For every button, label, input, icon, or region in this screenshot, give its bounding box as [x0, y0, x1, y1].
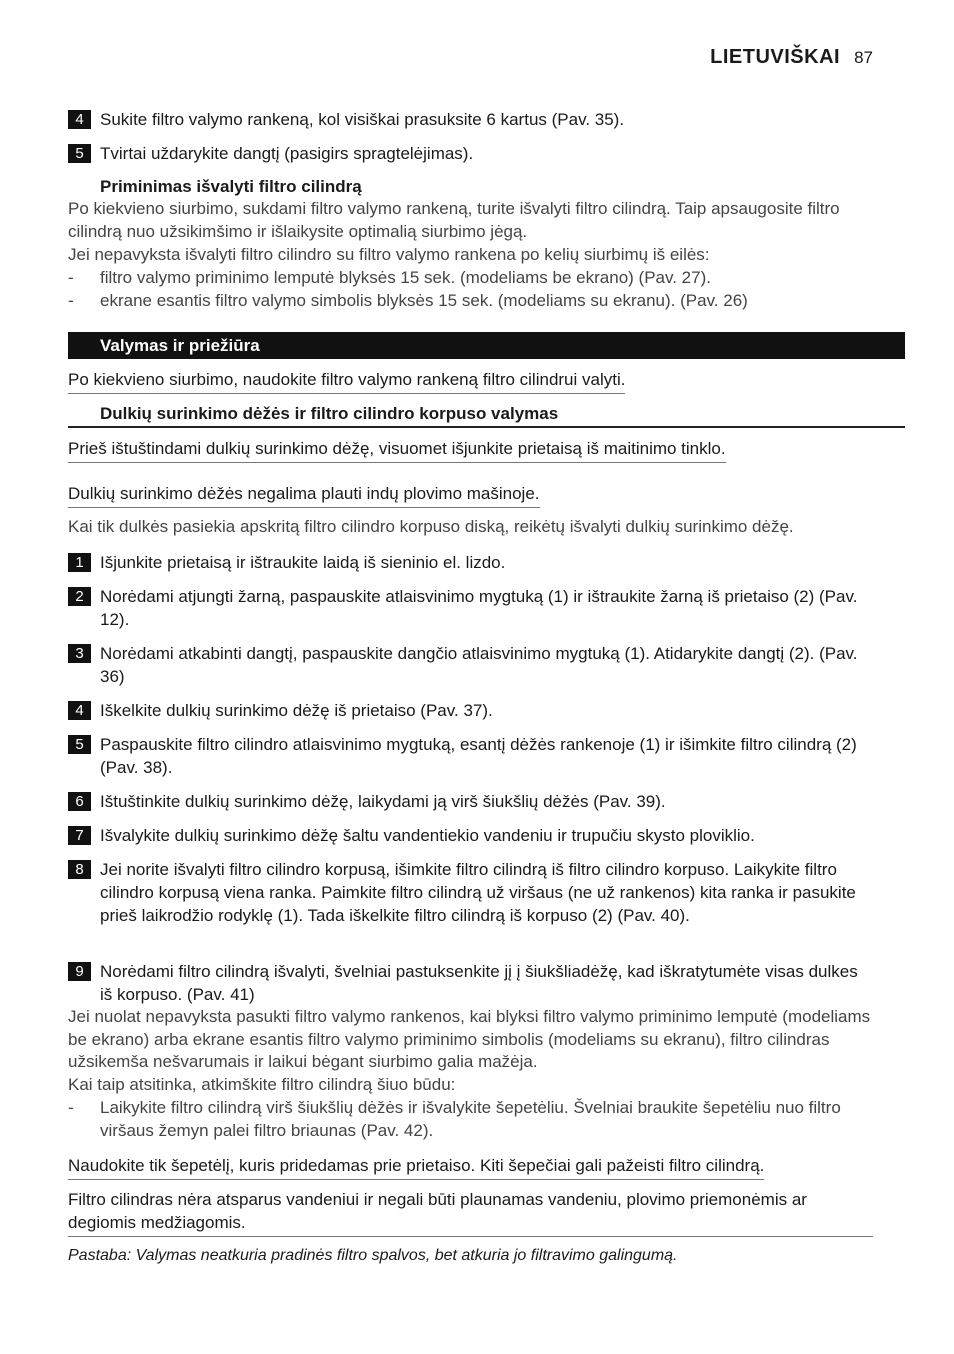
step-text: Ištuštinkite dulkių surinkimo dėžę, laikydami ją virš šiukšlių dėžės (Pav. 39). [100, 792, 666, 811]
note-text: Pastaba: Valymas neatkuria pradinės filtro spalvos, bet atkuria jo filtravimo galingumą. [68, 1247, 678, 1264]
step-number: 5 [68, 735, 91, 754]
lead-text: Po kiekvieno siurbimo, naudokite filtro valymo rankeną filtro cilindrui valyti. [68, 368, 625, 394]
page-number: 87 [854, 48, 873, 67]
step-item [68, 551, 873, 574]
step-item [68, 642, 873, 688]
reminder-paragraph: Po kiekvieno siurbimo, sukdami filtro valymo rankeną, turite išvalyti filtro cilindrą. Taip apsaugosite filtro cilindrą nuo užsikimšimo ir išlaikysite optimalią siurbimo jėgą. [68, 199, 840, 241]
step-text: Norėdami atjungti žarną, paspauskite atlaisvinimo mygtuką (1) ir ištraukite žarną iš prietaiso (2) (Pav. 12). [100, 587, 858, 629]
step-text: Iškelkite dulkių surinkimo dėžę iš prietaiso (Pav. 37). [100, 701, 493, 720]
step-number: 9 [68, 962, 91, 981]
step-number: 6 [68, 792, 91, 811]
step-item [68, 108, 873, 131]
step-text: Jei norite išvalyti filtro cilindro korpusą, išimkite filtro cilindrą iš filtro cilindro korpuso. Laikykite filtro cilindro korpusą viena ranka. Paimkite filtro cilindrą už viršaus (ne už rankenos) kita ranka ir pasukite prieš laikrodžio rodyklę (1). Tada iškelkite filtro cilindrą iš korpuso (2) (Pav. 40). [100, 860, 856, 925]
bullet-item: - Laikykite filtro cilindrą virš šiukšlių dėžės ir išvalykite šepetėliu. Švelniai braukite šepetėliu nuo filtro viršaus žemyn palei filtro briaunas (Pav. 42). [68, 1098, 841, 1140]
step-number: 8 [68, 860, 91, 879]
step-item [68, 824, 873, 847]
warning-text: Naudokite tik šepetėlį, kuris pridedamas prie prietaiso. Kiti šepečiai gali pažeisti filtro cilindrą. [68, 1154, 764, 1180]
step-item [68, 960, 873, 1006]
step-item [68, 733, 873, 779]
step-number: 5 [68, 144, 91, 163]
step-number: 7 [68, 826, 91, 845]
bullet-item: - ekrane esantis filtro valymo simbolis blyksės 15 sek. (modeliams su ekranu). (Pav. 26) [68, 291, 748, 310]
step-item [68, 858, 873, 927]
step-number: 3 [68, 644, 91, 663]
step-item [68, 585, 873, 631]
warning-text: Filtro cilindras nėra atsparus vandeniui ir negali būti plaunamas vandeniu, plovimo priemonėmis ar degiomis medžiagomis. [68, 1188, 873, 1237]
step-text: Sukite filtro valymo rankeną, kol visiškai prasuksite 6 kartus (Pav. 35). [100, 110, 625, 129]
info-paragraph: Kai taip atsitinka, atkimškite filtro cilindrą šiuo būdu: [68, 1075, 456, 1094]
subsection-title: Dulkių surinkimo dėžės ir filtro cilindro korpuso valymas [68, 403, 905, 428]
reminder-title: Priminimas išvalyti filtro cilindrą [100, 177, 362, 196]
step-text: Išvalykite dulkių surinkimo dėžę šaltu vandentiekio vandeniu ir trupučiu skysto ploviklio. [100, 826, 755, 845]
bullet-item: - filtro valymo priminimo lemputė blyksės 15 sek. (modeliams be ekrano) (Pav. 27). [68, 268, 711, 287]
section-heading: Valymas ir priežiūra [68, 332, 905, 359]
step-item [68, 699, 873, 722]
page-header [710, 46, 873, 69]
step-text: Norėdami filtro cilindrą išvalyti, švelniai pastuksenkite jį į šiukšliadėžę, kad iškratytumėte visas dulkes iš korpuso. (Pav. 41) [100, 962, 858, 1004]
intro-paragraph: Kai tik dulkės pasiekia apskritą filtro cilindro korpuso diską, reikėtų išvalyti dulkių surinkimo dėžę. [68, 517, 794, 536]
step-number: 4 [68, 110, 91, 129]
step-text: Tvirtai uždarykite dangtį (pasigirs spragtelėjimas). [100, 144, 474, 163]
warning-text: Dulkių surinkimo dėžės negalima plauti indų plovimo mašinoje. [68, 482, 540, 508]
step-text: Paspauskite filtro cilindro atlaisvinimo mygtuką, esantį dėžės rankenoje (1) ir išimkite filtro cilindrą (2) (Pav. 38). [100, 735, 857, 777]
step-number: 2 [68, 587, 91, 606]
step-number: 1 [68, 553, 91, 572]
step-text: Išjunkite prietaisą ir ištraukite laidą iš sieninio el. lizdo. [100, 553, 506, 572]
step-text: Norėdami atkabinti dangtį, paspauskite dangčio atlaisvinimo mygtuką (1). Atidarykite dangtį (2). (Pav. 36) [100, 644, 858, 686]
step-item [68, 790, 873, 813]
reminder-paragraph: Jei nepavyksta išvalyti filtro cilindro su filtro valymo rankena po kelių siurbimų iš eilės: [68, 245, 710, 264]
step-item [68, 142, 873, 165]
info-paragraph: Jei nuolat nepavyksta pasukti filtro valymo rankenos, kai blyksi filtro valymo priminimo lemputė (modeliams be ekrano) arba ekrane esantis filtro valymo priminimo simbolis (modeliams su ekranu), filtro cilindras užsikemša nešvarumais ir laikui bėgant siurbimo galia mažėja. [68, 1007, 871, 1071]
language-title: LIETUVIŠKAI [710, 46, 841, 68]
step-number: 4 [68, 701, 91, 720]
warning-text: Prieš ištuštindami dulkių surinkimo dėžę, visuomet išjunkite prietaisą iš maitinimo tinklo. [68, 437, 726, 463]
